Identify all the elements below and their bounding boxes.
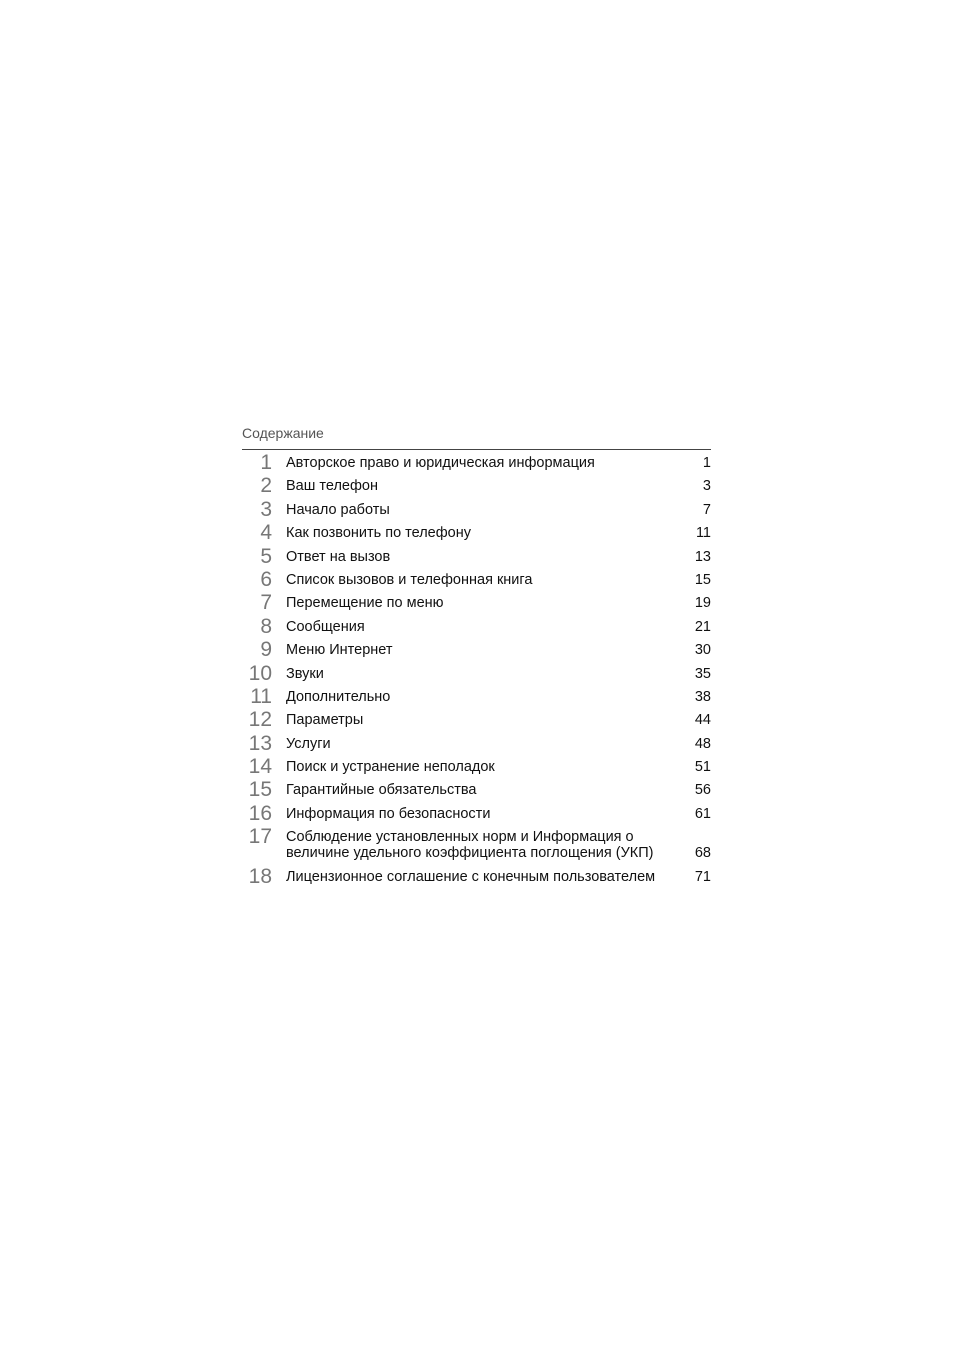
toc-entry-title: Список вызовов и телефонная книга	[286, 571, 533, 588]
toc-entry[interactable]	[242, 825, 711, 862]
toc-entry-title: Услуги	[286, 735, 331, 752]
toc-entry-number: 2	[260, 474, 272, 498]
toc-entry-number: 15	[248, 778, 272, 802]
toc-entry-number: 6	[260, 567, 272, 591]
toc-entry[interactable]	[242, 521, 711, 545]
toc-entry[interactable]	[242, 591, 711, 615]
toc-entry-page: 7	[702, 501, 711, 518]
toc-entry[interactable]	[242, 497, 711, 521]
toc-entry[interactable]	[242, 755, 711, 779]
toc-list	[242, 451, 711, 888]
toc-entry-title: Ваш телефон	[286, 478, 378, 495]
toc-entry-title: Лицензионное соглашение с конечным пользователем	[286, 868, 656, 885]
toc-entry[interactable]	[242, 864, 711, 888]
toc-entry[interactable]	[242, 638, 711, 662]
toc-entry-page: 21	[694, 618, 711, 635]
toc-entry[interactable]	[242, 474, 711, 498]
toc-entry-title: Меню Интернет	[286, 642, 393, 659]
toc-entry-page: 15	[694, 571, 711, 588]
toc-entry-title: Поиск и устранение неполадок	[286, 759, 495, 776]
toc-entry[interactable]	[242, 567, 711, 591]
toc-entry-page: 44	[694, 712, 711, 729]
toc-entry-title: Ответ на вызов	[286, 548, 391, 565]
toc-entry[interactable]	[242, 801, 711, 825]
table-of-contents	[242, 424, 711, 891]
toc-entry-number: 4	[260, 521, 272, 545]
toc-entry[interactable]	[242, 708, 711, 732]
toc-entry-title: Информация по безопасности	[286, 805, 491, 822]
toc-entry-page: 13	[694, 548, 711, 565]
toc-entry-page: 11	[695, 525, 711, 542]
toc-entry-title: Авторское право и юридическая информация	[286, 455, 595, 471]
toc-entry-number: 7	[260, 591, 272, 615]
toc-entry-number: 3	[260, 497, 272, 521]
toc-entry-number: 10	[248, 661, 272, 685]
toc-entry-page: 38	[694, 688, 711, 705]
toc-entry-title: Начало работы	[286, 501, 390, 518]
toc-heading: Содержание	[242, 424, 711, 450]
toc-entry-page: 61	[694, 805, 711, 822]
toc-entry-number: 17	[248, 825, 272, 849]
toc-entry-title: Соблюдение установленных норм и Информация о величине удельного коэффициента поглощения (УКП)	[286, 829, 654, 862]
toc-entry-title: Звуки	[286, 665, 324, 682]
toc-entry-title: Дополнительно	[286, 688, 391, 705]
toc-entry[interactable]	[242, 778, 711, 802]
toc-entry-title: Как позвонить по телефону	[286, 525, 472, 542]
toc-entry[interactable]	[242, 684, 711, 708]
toc-entry-page: 68	[694, 845, 711, 862]
toc-entry-page: 1	[702, 455, 711, 471]
toc-entry[interactable]	[242, 731, 711, 755]
toc-entry[interactable]	[242, 614, 711, 638]
toc-entry-number: 8	[260, 614, 272, 638]
toc-entry-page: 51	[694, 759, 711, 776]
toc-entry-number: 18	[248, 864, 272, 888]
toc-entry-page: 19	[694, 595, 711, 612]
toc-entry[interactable]	[242, 451, 711, 474]
toc-entry-page: 71	[694, 868, 711, 885]
toc-entry-title: Параметры	[286, 712, 364, 729]
toc-entry-number: 16	[248, 801, 272, 825]
toc-entry-number: 9	[260, 638, 272, 662]
toc-entry[interactable]	[242, 661, 711, 685]
toc-entry-number: 13	[248, 731, 272, 755]
toc-entry-title: Перемещение по меню	[286, 595, 444, 612]
toc-entry-number: 1	[260, 451, 272, 474]
toc-entry[interactable]	[242, 544, 711, 568]
toc-entry-page: 35	[694, 665, 711, 682]
toc-entry-number: 12	[248, 708, 272, 732]
toc-entry-number: 11	[250, 684, 272, 708]
toc-entry-title: Гарантийные обязательства	[286, 782, 477, 799]
toc-entry-number: 5	[260, 544, 272, 568]
toc-entry-title: Сообщения	[286, 618, 365, 635]
toc-entry-page: 3	[702, 478, 711, 495]
toc-entry-page: 48	[694, 735, 711, 752]
toc-entry-page: 56	[694, 782, 711, 799]
toc-entry-number: 14	[248, 755, 272, 779]
toc-entry-page: 30	[694, 642, 711, 659]
